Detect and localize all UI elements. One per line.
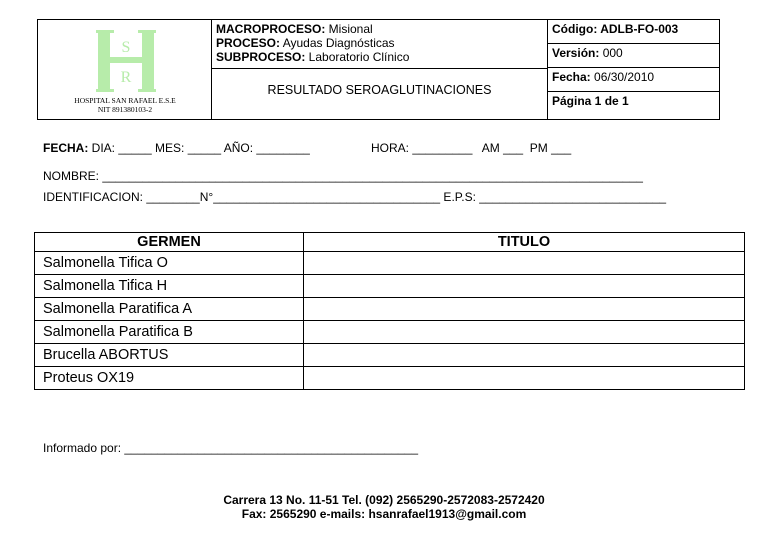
header-table [37, 19, 720, 120]
logo-letter-s: S [121, 39, 131, 56]
germen-cell: Salmonella Tifica O [35, 252, 304, 275]
fecha-row [548, 68, 719, 92]
germen-cell: Salmonella Tifica H [35, 275, 304, 298]
hora-field[interactable]: HORA: _________ AM ___ PM ___ [371, 141, 572, 155]
pagina-row [548, 92, 719, 116]
process-cell [212, 20, 548, 119]
fecha-header-label: Fecha: [552, 70, 591, 84]
proceso-value: Ayudas Diagnósticas [280, 36, 395, 50]
header-germen: GERMEN [35, 233, 304, 252]
logo-letter-r: R [120, 69, 132, 86]
footer-contact: Fax: 2565290 e-mails: hsanrafael1913@gmail.com [241, 507, 527, 521]
fecha-field[interactable] [43, 141, 310, 155]
table-header-row [35, 233, 745, 252]
titulo-cell[interactable] [304, 344, 745, 367]
codigo-row [548, 20, 719, 44]
identificacion-field[interactable]: IDENTIFICACION: ________N°__________________________________ E.P.S: ____________________________ [43, 190, 667, 204]
subproceso-value: Laboratorio Clínico [305, 50, 410, 64]
titulo-cell[interactable] [304, 275, 745, 298]
version-label: Versión: [552, 46, 600, 60]
version-value: 000 [599, 46, 623, 60]
informado-field[interactable]: Informado por: ____________________________________________ [43, 441, 419, 455]
fecha-header-value: 06/30/2010 [590, 70, 655, 84]
titulo-cell[interactable] [304, 321, 745, 344]
fecha-label: FECHA: [43, 141, 89, 155]
results-table [34, 232, 745, 390]
germen-cell: Proteus OX19 [35, 367, 304, 390]
fecha-line: DIA: _____ MES: _____ AÑO: ________ [88, 141, 310, 155]
germen-cell: Brucella ABORTUS [35, 344, 304, 367]
titulo-cell[interactable] [304, 298, 745, 321]
macroproceso-label: MACROPROCESO: [216, 22, 326, 36]
titulo-cell[interactable] [304, 252, 745, 275]
subproceso-label: SUBPROCESO: [216, 50, 306, 64]
version-row [548, 44, 719, 68]
table-row [35, 298, 745, 321]
germen-cell: Salmonella Paratifica B [35, 321, 304, 344]
table-row [35, 367, 745, 390]
titulo-cell[interactable] [304, 367, 745, 390]
logo-cell [38, 20, 212, 119]
hospital-logo-icon [96, 30, 156, 92]
table-row [35, 275, 745, 298]
footer-address: Carrera 13 No. 11-51 Tel. (092) 2565290-2572083-2572420 [223, 493, 545, 507]
proceso-label: PROCESO: [216, 36, 281, 50]
germen-cell: Salmonella Paratifica A [35, 298, 304, 321]
meta-cell [548, 20, 719, 119]
table-row [35, 252, 745, 275]
codigo-text: Código: ADLB-FO-003 [552, 22, 679, 36]
document-title: RESULTADO SEROAGLUTINACIONES [267, 83, 492, 97]
table-row [35, 321, 745, 344]
macroproceso-value: Misional [325, 22, 373, 36]
hospital-nit: NIT 891380103-2 [97, 105, 153, 114]
process-info [212, 20, 547, 69]
table-row [35, 344, 745, 367]
header-titulo: TITULO [304, 233, 745, 252]
pagina-text: Página 1 de 1 [552, 94, 629, 108]
nombre-field[interactable]: NOMBRE: _________________________________________________________________________________ [43, 169, 643, 183]
hospital-name: HOSPITAL SAN RAFAEL E.S.E [74, 96, 176, 105]
